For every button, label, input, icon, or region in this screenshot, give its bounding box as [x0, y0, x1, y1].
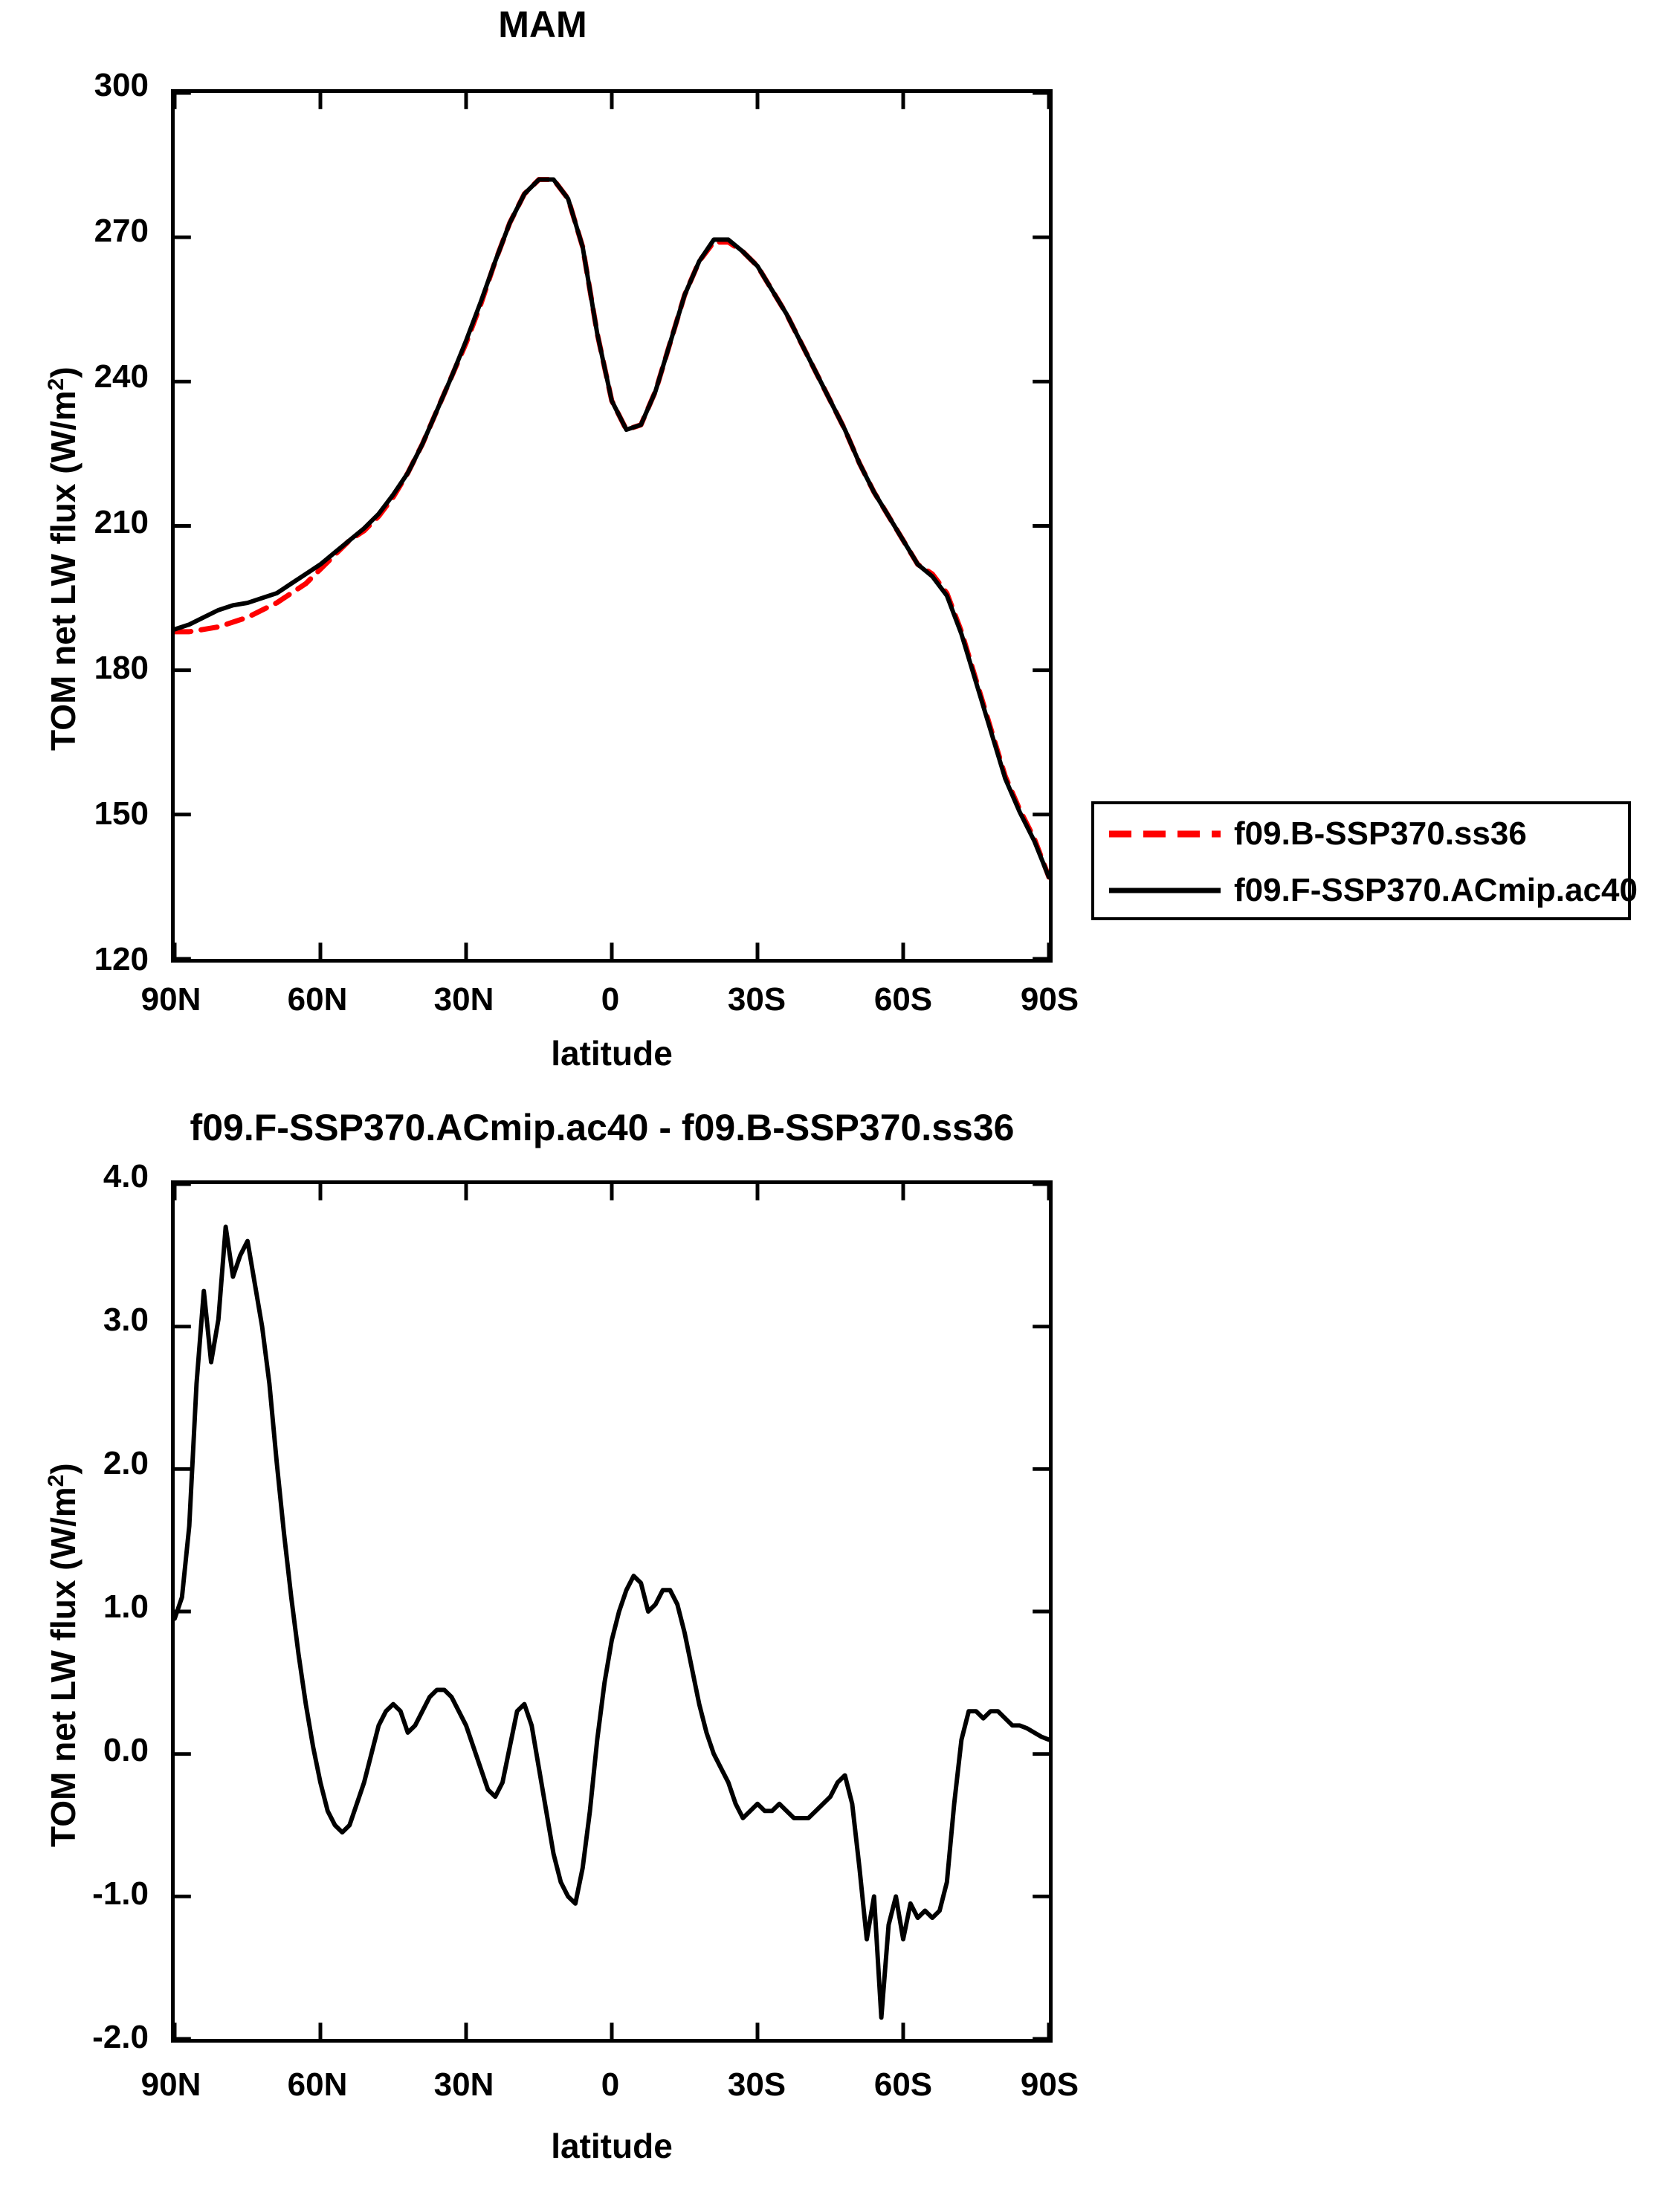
bottom-x-axis-label: latitude — [551, 2127, 673, 2165]
top-ytick-label-120: 120 — [94, 941, 149, 977]
top-xtick-label-30s: 30S — [727, 981, 786, 1018]
legend-label-0: f09.B-SSP370.ss36 — [1234, 815, 1527, 852]
bottom-y-axis-label-suffix: ) — [44, 1463, 83, 1475]
top-plot-svg — [175, 93, 1049, 959]
bottom-ytick-label-1: 1.0 — [103, 1588, 149, 1625]
bottom-plot-area — [171, 1180, 1053, 2043]
bottom-plot-svg — [175, 1184, 1049, 2039]
legend-item-b-ssp370 — [1094, 806, 1628, 862]
top-y-axis-label-suffix: ) — [44, 366, 83, 378]
bottom-ytick-label-neg2: -2.0 — [92, 2019, 149, 2055]
bottom-ytick-label-3: 3.0 — [103, 1302, 149, 1338]
bottom-xtick-label-90s: 90S — [1020, 2066, 1079, 2103]
bottom-chart-panel — [0, 1100, 1680, 2195]
top-xtick-label-60n: 60N — [287, 981, 348, 1018]
top-ytick-label-240: 240 — [94, 358, 149, 395]
top-xtick-label-30n: 30N — [433, 981, 494, 1018]
top-y-axis-label — [43, 366, 83, 751]
chart-legend — [1091, 801, 1638, 920]
bottom-y-axis-label — [43, 1463, 83, 1847]
legend-item-f-ssp370 — [1094, 862, 1638, 919]
bottom-ytick-label-2: 2.0 — [103, 1445, 149, 1481]
top-xtick-label-90s: 90S — [1020, 981, 1079, 1018]
bottom-ytick-label-neg1: -1.0 — [92, 1875, 149, 1912]
bottom-xtick-label-90n: 90N — [140, 2066, 201, 2103]
top-x-axis-label: latitude — [551, 1034, 673, 1073]
bottom-y-axis-label-exponent: 2 — [44, 1474, 68, 1487]
top-y-axis-label-exponent: 2 — [44, 378, 68, 391]
top-ytick-label-270: 270 — [94, 213, 149, 249]
bottom-y-axis-label-prefix: TOM net LW flux (W/m — [44, 1487, 83, 1847]
legend-swatch-dashed-red-icon — [1109, 830, 1221, 838]
bottom-xtick-label-30n: 30N — [433, 2066, 494, 2103]
top-xtick-label-60s: 60S — [873, 981, 933, 1018]
top-ytick-label-150: 150 — [94, 795, 149, 832]
top-xtick-label-0: 0 — [601, 981, 620, 1018]
bottom-ytick-label-4: 4.0 — [103, 1158, 149, 1195]
legend-label-1: f09.F-SSP370.ACmip.ac40 — [1234, 872, 1638, 908]
bottom-xtick-label-30s: 30S — [727, 2066, 786, 2103]
top-chart-title: MAM — [498, 4, 587, 45]
legend-swatch-solid-black-icon — [1109, 887, 1221, 894]
top-ytick-label-180: 180 — [94, 650, 149, 686]
top-xtick-label-90n: 90N — [140, 981, 201, 1018]
bottom-chart-title: f09.F-SSP370.ACmip.ac40 - f09.B-SSP370.ss36 — [190, 1107, 1015, 1148]
bottom-xtick-label-60s: 60S — [873, 2066, 933, 2103]
bottom-xtick-label-0: 0 — [601, 2066, 620, 2103]
top-ytick-label-300: 300 — [94, 67, 149, 103]
top-y-axis-label-prefix: TOM net LW flux (W/m — [44, 390, 83, 751]
top-ytick-label-210: 210 — [94, 504, 149, 540]
top-plot-area — [171, 89, 1053, 963]
bottom-xtick-label-60n: 60N — [287, 2066, 348, 2103]
bottom-ytick-label-0: 0.0 — [103, 1732, 149, 1768]
